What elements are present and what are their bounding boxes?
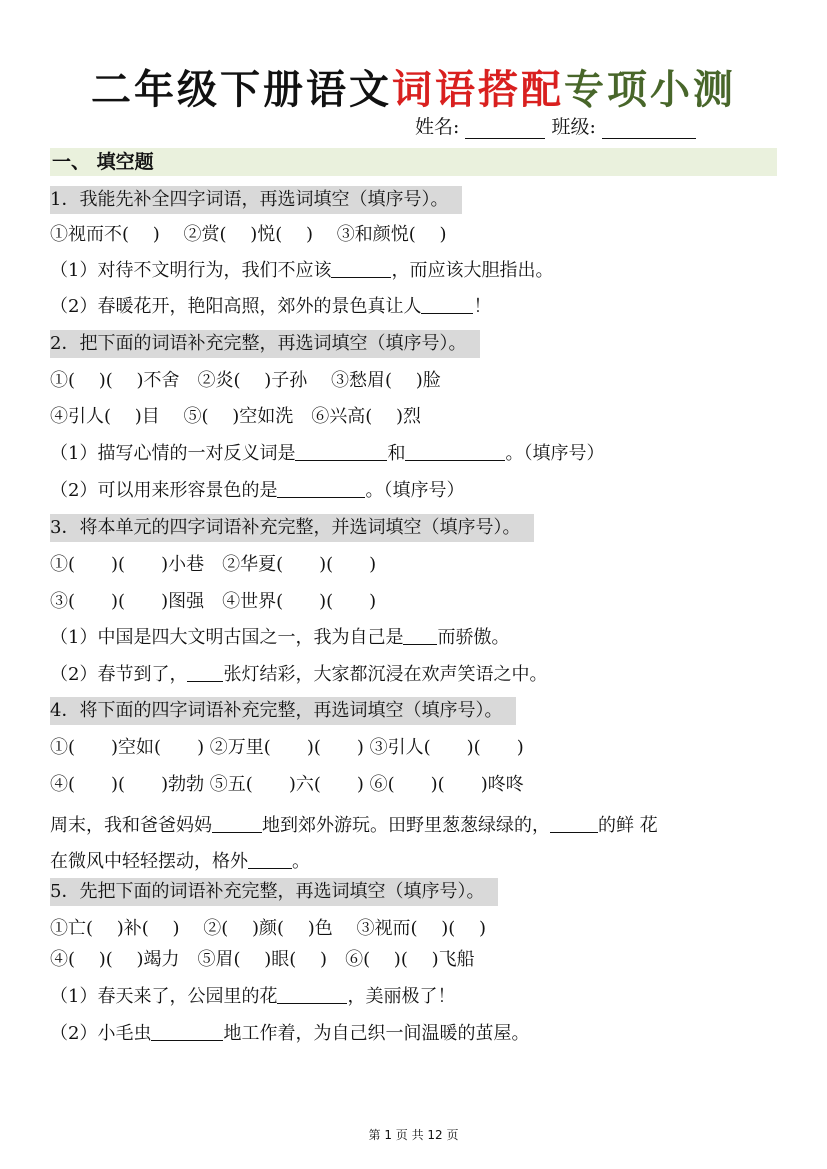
question-1-prompt: 1．我能先补全四字词语，再选词填空（填序号）。: [50, 186, 462, 214]
page-title: [0, 58, 827, 115]
answer-blank[interactable]: [248, 850, 292, 869]
name-label: 姓名:: [415, 116, 460, 138]
question-5-sentence-2: （2）小毛虫 地工作着，为自己织一间温暖的茧屋。: [50, 1023, 530, 1044]
question-2-prompt: 2．把下面的词语补充完整，再选词填空（填序号）。: [50, 330, 480, 358]
question-3-sentence-2: （2）春节到了， 张灯结彩，大家都沉浸在欢声笑语之中。: [50, 664, 548, 685]
answer-blank[interactable]: [295, 442, 387, 461]
question-3-sentence-1: （1）中国是四大文明古国之一，我为自己是 而骄傲。: [50, 627, 510, 648]
section-heading: 一、 填空题: [50, 148, 777, 176]
class-label: 班级:: [551, 116, 596, 138]
question-1-sentence-2: （2）春暖花开，艳阳高照，郊外的景色真让人 ！: [50, 296, 492, 317]
answer-blank[interactable]: [212, 814, 262, 833]
question-3-words-2: ③( )( )图强 ④世界( )( ): [50, 591, 377, 612]
question-5-words-1: ①亡( )补( ) ②( )颜( )色 ③视而( )( ): [50, 918, 487, 939]
title-part-2: 词语搭配: [392, 67, 564, 113]
question-4-words-1: ①( )空如( ) ②万里( )( ) ③引人( )( ): [50, 737, 524, 758]
answer-blank[interactable]: [405, 442, 505, 461]
question-2-words-2: ④引人( )目 ⑤( )空如洗 ⑥兴高( )烈: [50, 406, 422, 427]
question-2-words-1: ①( )( )不舍 ②炎( )子孙 ③愁眉( )脸: [50, 370, 441, 391]
page-number: 第 1 页 共 12 页: [368, 1128, 459, 1142]
answer-blank[interactable]: [550, 814, 598, 833]
question-4-prompt: 4．将下面的四字词语补充完整，再选词填空（填序号）。: [50, 697, 516, 725]
question-4-paragraph-line-2: 在微风中轻轻摆动，格外 。: [50, 851, 310, 872]
class-field[interactable]: [602, 118, 696, 139]
question-2-sentence-2: （2）可以用来形容景色的是 。（填序号）: [50, 480, 465, 501]
answer-blank[interactable]: [403, 626, 437, 645]
question-2-sentence-1: （1）描写心情的一对反义词是 和 。（填序号）: [50, 443, 605, 464]
question-5-sentence-1: （1）春天来了，公园里的花 ，美丽极了！: [50, 986, 456, 1007]
answer-blank[interactable]: [331, 259, 391, 278]
name-field[interactable]: [465, 118, 545, 139]
question-4-paragraph-line-1: 周末，我和爸爸妈妈 地到郊外游玩。田野里葱葱绿绿的， 的鲜 花: [50, 815, 658, 836]
question-1-words: ①视而不( ) ②赏( )悦( ) ③和颜悦( ): [50, 224, 447, 245]
title-part-1: 二年级下册语文: [91, 67, 392, 113]
question-1-sentence-1: （1）对待不文明行为，我们不应该 ，而应该大胆指出。: [50, 260, 554, 281]
question-5-prompt: 5．先把下面的词语补充完整，再选词填空（填序号）。: [50, 878, 498, 906]
question-3-words-1: ①( )( )小巷 ②华夏( )( ): [50, 554, 377, 575]
answer-blank[interactable]: [187, 663, 223, 682]
name-class-row: [415, 112, 696, 139]
title-part-3: 专项小测: [564, 67, 736, 113]
question-4-words-2: ④( )( )勃勃 ⑤五( )六( ) ⑥( )( )咚咚: [50, 774, 524, 795]
answer-blank[interactable]: [421, 295, 473, 314]
question-5-words-2: ④( )( )竭力 ⑤眉( )眼( ) ⑥( )( )飞船: [50, 949, 475, 970]
answer-blank[interactable]: [277, 985, 347, 1004]
question-3-prompt: 3．将本单元的四字词语补充完整，并选词填空（填序号）。: [50, 514, 534, 542]
answer-blank[interactable]: [277, 479, 365, 498]
answer-blank[interactable]: [151, 1022, 223, 1041]
